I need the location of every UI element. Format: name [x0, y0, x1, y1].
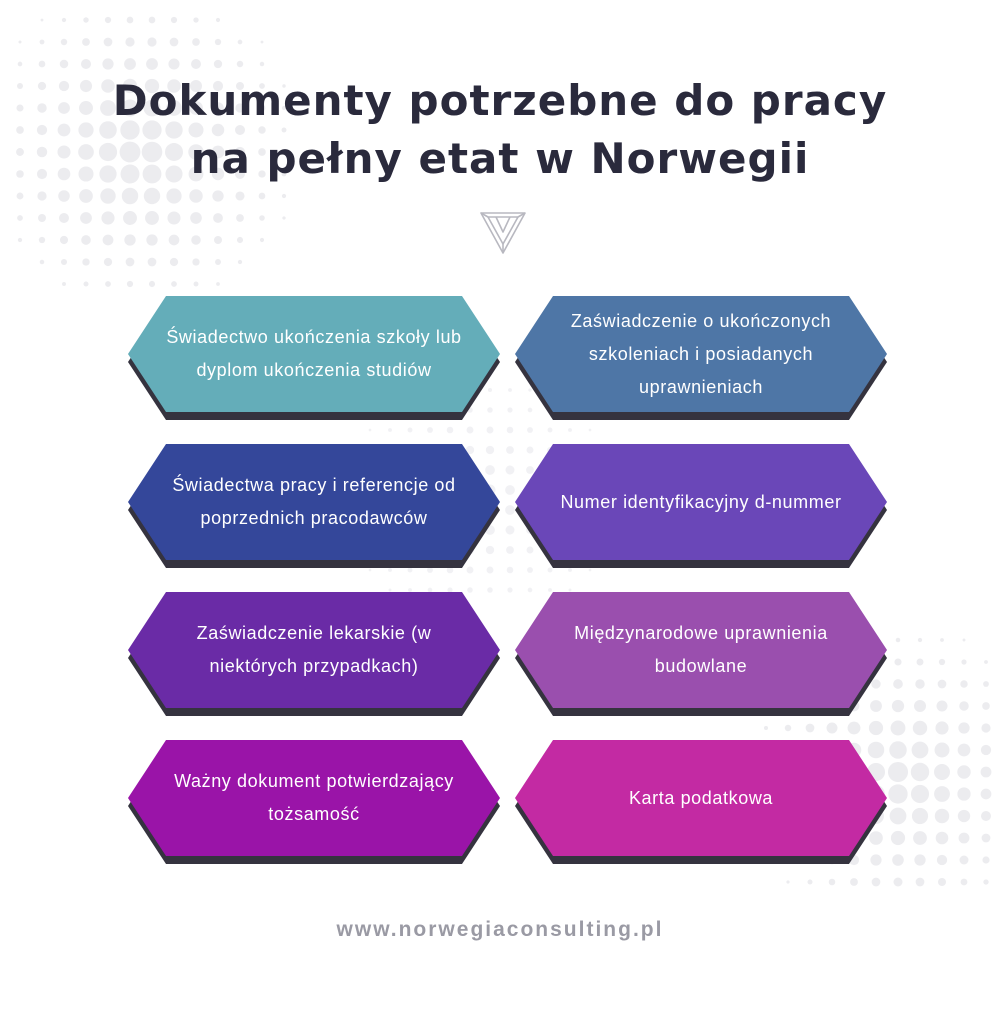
- document-card-3: [128, 444, 500, 568]
- pattern-dot: [506, 446, 514, 454]
- document-card-7: [128, 740, 500, 864]
- pattern-dot: [192, 38, 200, 46]
- pattern-dot: [786, 880, 789, 883]
- document-card-5: [128, 592, 500, 716]
- pattern-dot: [917, 659, 924, 666]
- pattern-dot: [216, 18, 220, 22]
- pattern-dot: [894, 658, 901, 665]
- pattern-dot: [237, 61, 243, 67]
- pattern-dot: [914, 854, 925, 865]
- pattern-dot: [144, 188, 160, 204]
- document-label: Świadectwo ukończenia szkoły lub dyplom ukończenia studiów: [166, 327, 462, 380]
- document-label: Międzynarodowe uprawnienia budowlane: [574, 623, 828, 676]
- pattern-dot: [914, 700, 926, 712]
- pattern-dot: [259, 215, 265, 221]
- pattern-dot: [191, 59, 201, 69]
- pattern-dot: [166, 188, 181, 203]
- pattern-dot: [764, 726, 768, 730]
- pattern-dot: [39, 237, 45, 243]
- pattern-dot: [983, 879, 988, 884]
- pattern-dot: [958, 810, 970, 822]
- pattern-dot: [935, 721, 948, 734]
- pattern-dot: [192, 258, 199, 265]
- pattern-dot: [103, 235, 114, 246]
- page-title-line-1: Dokumenty potrzebne do pracy: [112, 76, 888, 125]
- pattern-dot: [146, 58, 158, 70]
- document-card-4: [515, 444, 887, 568]
- pattern-dot: [82, 38, 90, 46]
- pattern-dot: [508, 388, 512, 392]
- page-title: [0, 72, 1000, 188]
- pattern-dot: [61, 39, 67, 45]
- pattern-dot: [981, 811, 991, 821]
- pattern-dot: [912, 808, 928, 824]
- pattern-dot: [568, 428, 572, 432]
- pattern-dot: [936, 832, 949, 845]
- pattern-dot: [939, 659, 945, 665]
- pattern-dot: [62, 282, 66, 286]
- pattern-dot: [506, 466, 515, 475]
- pattern-dot: [126, 258, 135, 267]
- pattern-dot: [983, 681, 989, 687]
- pattern-dot: [957, 765, 970, 778]
- pattern-dot: [40, 40, 45, 45]
- pattern-dot: [123, 211, 137, 225]
- pattern-dot: [37, 191, 46, 200]
- pattern-dot: [189, 189, 202, 202]
- pattern-dot: [105, 281, 111, 287]
- pattern-dot: [982, 856, 989, 863]
- pattern-dot: [79, 189, 93, 203]
- pattern-dot: [215, 259, 221, 265]
- pattern-dot: [958, 722, 969, 733]
- pattern-dot: [124, 58, 136, 70]
- pattern-dot: [938, 680, 947, 689]
- pattern-dot: [960, 680, 967, 687]
- pattern-dot: [214, 60, 222, 68]
- document-card-2: [515, 296, 887, 420]
- pattern-dot: [191, 235, 201, 245]
- pattern-dot: [913, 721, 927, 735]
- pattern-dot: [506, 526, 515, 535]
- pattern-dot: [82, 258, 89, 265]
- pattern-dot: [81, 235, 91, 245]
- pattern-dot: [829, 879, 836, 886]
- pattern-dot: [447, 427, 454, 434]
- pattern-dot: [235, 191, 244, 200]
- pattern-dot: [18, 62, 23, 67]
- pattern-dot: [891, 831, 905, 845]
- pattern-dot: [102, 58, 113, 69]
- pattern-dot: [981, 767, 992, 778]
- pattern-dot: [215, 39, 221, 45]
- document-card-6: [515, 592, 887, 716]
- pattern-dot: [918, 638, 922, 642]
- pattern-dot: [890, 808, 907, 825]
- pattern-dot: [388, 428, 392, 432]
- pattern-dot: [548, 428, 553, 433]
- pattern-dot: [83, 281, 88, 286]
- pattern-dot: [238, 260, 242, 264]
- pattern-dot: [568, 568, 572, 572]
- document-label: Świadectwa pracy i referencje od poprzednich pracodawców: [172, 475, 456, 528]
- pattern-dot: [913, 831, 927, 845]
- document-label: Karta podatkowa: [628, 787, 774, 808]
- pattern-dot: [61, 259, 67, 265]
- pattern-dot: [959, 833, 970, 844]
- pattern-dot: [100, 188, 115, 203]
- pattern-dot: [171, 281, 177, 287]
- pattern-dot: [893, 679, 903, 689]
- pattern-dot: [213, 213, 223, 223]
- document-label: Zaświadczenie o ukończonych szkoleniach i posiadanych uprawnieniach: [570, 310, 832, 397]
- pattern-dot: [41, 19, 44, 22]
- pattern-dot: [808, 880, 813, 885]
- pattern-dot: [889, 741, 906, 758]
- pattern-dot: [81, 59, 91, 69]
- pattern-dot: [261, 41, 264, 44]
- pattern-dot: [938, 878, 946, 886]
- pattern-dot: [259, 193, 266, 200]
- pattern-dot: [911, 763, 929, 781]
- pattern-dot: [127, 17, 134, 24]
- pattern-dot: [214, 236, 222, 244]
- pattern-dot: [122, 188, 138, 204]
- pattern-dot: [894, 878, 903, 887]
- pattern-dot: [17, 193, 24, 200]
- triangle-logo-icon: [479, 210, 527, 256]
- pattern-dot: [62, 18, 66, 22]
- pattern-dot: [408, 428, 413, 433]
- document-label: Numer identyfikacyjny d-nummer: [560, 491, 842, 512]
- pattern-dot: [934, 764, 950, 780]
- document-card-1: [128, 296, 500, 420]
- pattern-dot: [937, 855, 947, 865]
- pattern-dot: [260, 238, 264, 242]
- pattern-dot: [848, 722, 861, 735]
- pattern-dot: [896, 638, 901, 643]
- pattern-dot: [238, 40, 243, 45]
- pattern-dot: [149, 17, 156, 24]
- website-link[interactable]: www.norwegiaconsulting.pl: [336, 918, 664, 941]
- pattern-dot: [167, 211, 180, 224]
- pattern-dot: [169, 235, 180, 246]
- pattern-dot: [911, 785, 929, 803]
- pattern-dot: [60, 60, 68, 68]
- pattern-dot: [467, 427, 474, 434]
- pattern-dot: [957, 787, 970, 800]
- pattern-dot: [170, 258, 178, 266]
- pattern-dot: [960, 856, 969, 865]
- pattern-dot: [935, 809, 949, 823]
- pattern-dot: [487, 427, 494, 434]
- pattern-dot: [937, 701, 948, 712]
- pattern-dot: [984, 660, 988, 664]
- pattern-dot: [959, 701, 968, 710]
- pattern-dot: [891, 721, 906, 736]
- pattern-dot: [506, 546, 514, 554]
- pattern-dot: [892, 700, 904, 712]
- pattern-dot: [369, 569, 372, 572]
- pattern-dot: [427, 427, 433, 433]
- document-label: Zaświadczenie lekarskie (w niektórych przypadkach): [196, 623, 432, 676]
- pattern-dot: [961, 659, 966, 664]
- pattern-dot: [282, 216, 285, 219]
- pattern-dot: [388, 568, 392, 572]
- pattern-dot: [507, 567, 514, 574]
- pattern-dot: [827, 723, 838, 734]
- pattern-dot: [194, 282, 199, 287]
- pattern-dot: [981, 745, 991, 755]
- pattern-dot: [892, 854, 904, 866]
- pattern-dot: [869, 721, 883, 735]
- pattern-dot: [408, 568, 413, 573]
- pattern-dot: [148, 258, 157, 267]
- pattern-dot: [548, 568, 553, 573]
- document-label: Ważny dokument potwierdzający tożsamość: [174, 771, 454, 824]
- pattern-dot: [912, 742, 929, 759]
- pattern-dot: [39, 61, 46, 68]
- pattern-dot: [168, 58, 179, 69]
- pattern-dot: [934, 786, 950, 802]
- pattern-dot: [785, 725, 791, 731]
- pattern-dot: [505, 505, 515, 515]
- pattern-dot: [127, 281, 133, 287]
- pattern-dot: [940, 638, 944, 642]
- pattern-dot: [237, 237, 243, 243]
- pattern-dot: [58, 190, 70, 202]
- pattern-dot: [981, 723, 990, 732]
- pattern-dot: [589, 429, 592, 432]
- pattern-dot: [982, 702, 990, 710]
- pattern-dot: [38, 214, 46, 222]
- document-card-8: [515, 740, 887, 864]
- pattern-dot: [147, 37, 156, 46]
- pattern-dot: [212, 190, 223, 201]
- pattern-dot: [369, 429, 372, 432]
- pattern-dot: [146, 234, 157, 245]
- pattern-dot: [888, 784, 907, 803]
- pattern-dot: [18, 238, 22, 242]
- pattern-dot: [507, 407, 512, 412]
- pattern-dot: [850, 878, 858, 886]
- pattern-dot: [806, 724, 815, 733]
- pattern-dot: [888, 762, 908, 782]
- pattern-dot: [170, 38, 179, 47]
- pattern-dot: [958, 744, 971, 757]
- pattern-dot: [101, 211, 114, 224]
- pattern-dot: [40, 260, 44, 264]
- pattern-dot: [916, 878, 925, 887]
- pattern-dot: [505, 485, 515, 495]
- page-title-line-2: na pełny etat w Norwegii: [190, 134, 810, 183]
- pattern-dot: [872, 878, 881, 887]
- pattern-dot: [80, 212, 92, 224]
- pattern-dot: [282, 194, 286, 198]
- pattern-dot: [935, 743, 950, 758]
- pattern-dot: [982, 834, 991, 843]
- pattern-dot: [589, 569, 592, 572]
- pattern-dot: [59, 213, 69, 223]
- pattern-dot: [83, 17, 88, 22]
- pattern-dot: [963, 639, 966, 642]
- pattern-dot: [216, 282, 220, 286]
- pattern-dot: [507, 427, 514, 434]
- pattern-dot: [149, 281, 155, 287]
- pattern-dot: [125, 37, 134, 46]
- pattern-dot: [171, 17, 177, 23]
- pattern-dot: [60, 236, 68, 244]
- pattern-dot: [17, 215, 23, 221]
- pattern-dot: [507, 587, 512, 592]
- pattern-dot: [961, 879, 968, 886]
- pattern-dot: [18, 40, 21, 43]
- pattern-dot: [915, 679, 924, 688]
- pattern-dot: [236, 214, 244, 222]
- pattern-dot: [124, 234, 135, 245]
- pattern-dot: [193, 17, 198, 22]
- pattern-dot: [527, 427, 533, 433]
- pattern-dot: [260, 62, 264, 66]
- pattern-dot: [104, 258, 112, 266]
- pattern-dot: [104, 38, 113, 47]
- pattern-dot: [190, 212, 202, 224]
- pattern-dot: [105, 17, 111, 23]
- pattern-dot: [981, 789, 992, 800]
- pattern-dot: [145, 211, 159, 225]
